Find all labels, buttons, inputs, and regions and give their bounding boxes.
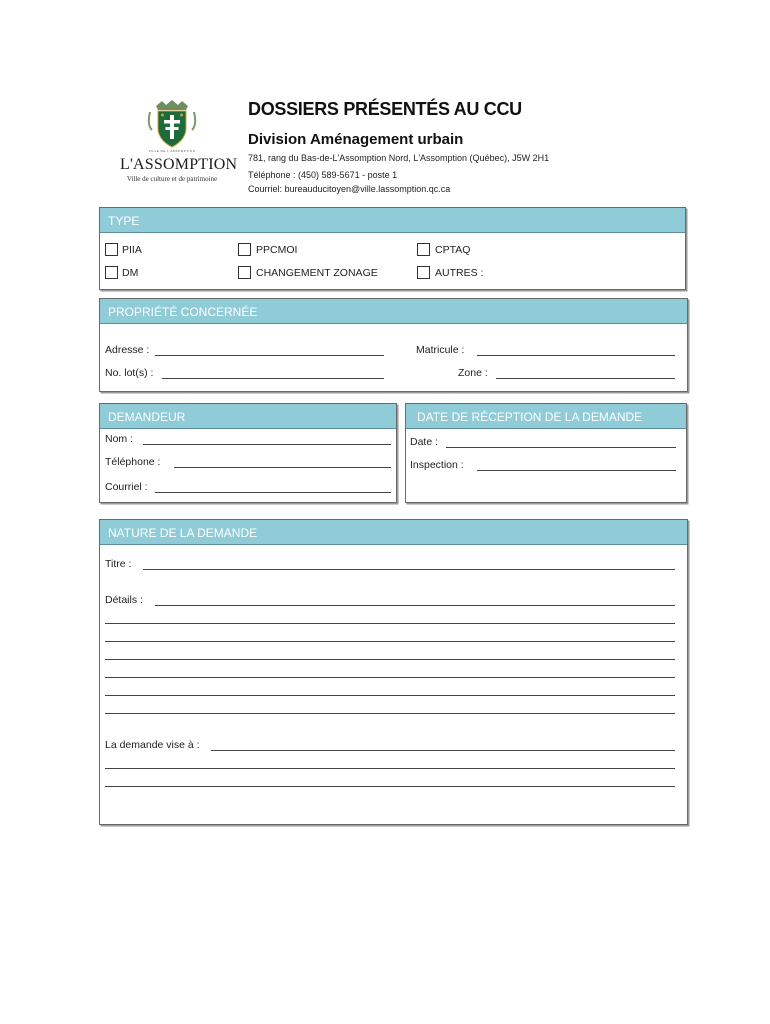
details-line[interactable] — [105, 623, 675, 624]
matricule-field[interactable] — [477, 355, 675, 356]
nature-section-header — [100, 520, 687, 545]
logo-top-text: VILLE DE L'ASSOMPTION — [148, 149, 196, 153]
demandeur-section-title: DEMANDEUR — [108, 410, 186, 424]
checkbox-autres[interactable] — [417, 266, 430, 279]
reception-section-header — [406, 404, 686, 429]
reception-section-title: DATE DE RÉCEPTION DE LA DEMANDE — [417, 410, 643, 424]
type-section — [99, 207, 686, 290]
reception-section — [405, 403, 687, 503]
titre-field[interactable] — [143, 569, 675, 570]
lot-label: No. lot(s) : — [105, 367, 154, 379]
checkbox-piia[interactable] — [105, 243, 118, 256]
checkbox-dm[interactable] — [105, 266, 118, 279]
zone-field[interactable] — [496, 378, 675, 379]
telephone-label: Téléphone : — [105, 456, 161, 468]
adresse-label: Adresse : — [105, 344, 150, 356]
details-line[interactable] — [105, 659, 675, 660]
vise-label: La demande vise à : — [105, 739, 200, 751]
label-dm: DM — [122, 267, 139, 279]
courriel-label: Courriel : — [105, 481, 148, 493]
titre-label: Titre : — [105, 558, 132, 570]
type-section-title: TYPE — [108, 214, 140, 228]
date-field[interactable] — [446, 447, 676, 448]
telephone-field[interactable] — [174, 467, 391, 468]
label-changement-zonage: CHANGEMENT ZONAGE — [256, 267, 378, 279]
inspection-label: Inspection : — [410, 459, 464, 471]
adresse-field[interactable] — [155, 355, 384, 356]
details-label: Détails : — [105, 594, 143, 606]
inspection-field[interactable] — [477, 470, 676, 471]
demandeur-section-header — [100, 404, 396, 429]
propriete-section-header — [100, 299, 687, 324]
coat-of-arms-icon — [146, 100, 198, 148]
type-section-header — [100, 208, 685, 233]
logo-tagline: Ville de culture et de patrimoine — [126, 175, 218, 183]
label-cptaq: CPTAQ — [435, 244, 471, 256]
matricule-label: Matricule : — [416, 344, 465, 356]
lot-field[interactable] — [162, 378, 384, 379]
vise-line[interactable] — [105, 768, 675, 769]
page-subtitle: Division Aménagement urbain — [248, 131, 464, 148]
zone-label: Zone : — [458, 367, 488, 379]
checkbox-cptaq[interactable] — [417, 243, 430, 256]
checkbox-ppcmoi[interactable] — [238, 243, 251, 256]
vise-field[interactable] — [211, 750, 675, 751]
label-autres: AUTRES : — [435, 267, 484, 279]
details-line[interactable] — [105, 677, 675, 678]
propriete-section-title: PROPRIÉTÉ CONCERNÉE — [108, 305, 258, 319]
label-piia: PIIA — [122, 244, 142, 256]
checkbox-changement-zonage[interactable] — [238, 266, 251, 279]
courriel-field[interactable] — [155, 492, 391, 493]
logo-name: L'ASSOMPTION — [120, 156, 238, 173]
propriete-section — [99, 298, 688, 392]
email-text: Courriel: bureauducitoyen@ville.lassomption.qc.ca — [248, 184, 451, 194]
details-line[interactable] — [105, 713, 675, 714]
date-label: Date : — [410, 436, 439, 448]
vise-line[interactable] — [105, 786, 675, 787]
nom-label: Nom : — [105, 433, 134, 445]
label-ppcmoi: PPCMOI — [256, 244, 298, 256]
page-title: DOSSIERS PRÉSENTÉS AU CCU — [248, 99, 522, 119]
details-field[interactable] — [155, 605, 675, 606]
city-logo — [120, 100, 238, 190]
details-line[interactable] — [105, 695, 675, 696]
phone-text: Téléphone : (450) 589-5671 - poste 1 — [248, 170, 398, 180]
nom-field[interactable] — [143, 444, 391, 445]
details-line[interactable] — [105, 641, 675, 642]
nature-section — [99, 519, 688, 825]
demandeur-section — [99, 403, 397, 503]
address-text: 781, rang du Bas-de-L'Assomption Nord, L'Assomption (Québec), J5W 2H1 — [248, 153, 550, 163]
nature-section-title: NATURE DE LA DEMANDE — [108, 526, 258, 540]
